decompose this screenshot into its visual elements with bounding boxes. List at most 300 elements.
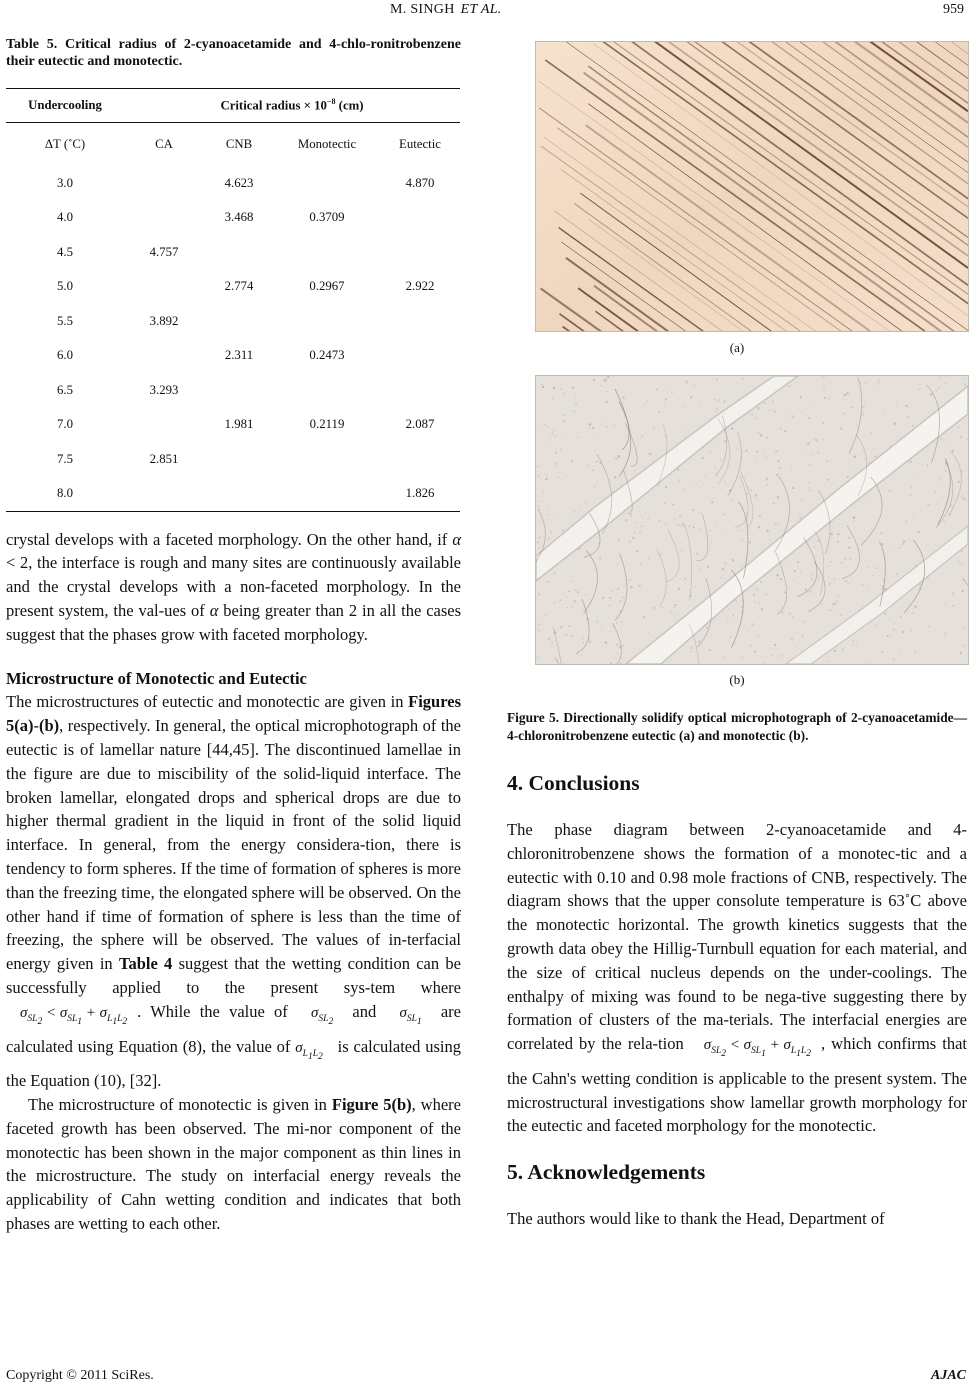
texture-dot	[764, 647, 765, 648]
texture-dot	[632, 476, 633, 477]
texture-dot	[877, 390, 878, 391]
section-heading-conclusions: 4. Conclusions	[507, 771, 640, 795]
head2-text: Critical radius × 10	[220, 98, 327, 113]
texture-dot	[870, 560, 871, 561]
texture-dot	[605, 641, 608, 644]
table-row	[6, 477, 460, 512]
texture-dot	[941, 573, 942, 574]
table-cell	[124, 339, 204, 374]
texture-dot	[636, 604, 637, 605]
texture-dot	[538, 505, 540, 507]
texture-dot	[685, 426, 687, 428]
texture-dot	[647, 631, 649, 633]
texture-dot	[568, 590, 570, 592]
texture-dot	[778, 524, 779, 525]
section-heading-microstructure: Microstructure of Monotectic and Eutectic	[6, 669, 307, 689]
texture-dot	[701, 457, 703, 459]
texture-dot	[538, 623, 541, 626]
texture-dot	[566, 607, 567, 608]
texture-dot	[571, 417, 572, 418]
texture-dot	[754, 595, 755, 596]
texture-dot	[625, 514, 626, 515]
texture-dot	[681, 524, 684, 527]
texture-dot	[808, 417, 810, 419]
texture-dot	[704, 591, 705, 592]
texture-dot	[961, 563, 963, 565]
texture-dot	[775, 415, 776, 416]
texture-dot	[571, 580, 573, 582]
texture-dot	[564, 392, 565, 393]
texture-dot	[650, 452, 651, 453]
texture-dot	[621, 621, 623, 623]
texture-dot	[790, 466, 792, 468]
texture-dot	[902, 631, 904, 633]
texture-dot	[848, 537, 850, 539]
texture-dot	[960, 436, 962, 438]
texture-dot	[749, 415, 750, 416]
table-cell	[380, 201, 460, 236]
table-row	[6, 304, 460, 339]
texture-dot	[912, 425, 914, 427]
texture-dot	[552, 397, 554, 399]
texture-dot	[877, 382, 879, 384]
texture-dot	[842, 648, 844, 650]
texture-dot	[944, 635, 945, 636]
texture-dot	[944, 603, 946, 605]
table-cell: 3.468	[224, 210, 254, 225]
texture-dot	[716, 411, 717, 412]
texture-dot	[881, 651, 883, 653]
texture-dot	[642, 593, 643, 594]
texture-dot	[678, 525, 680, 527]
texture-dot	[956, 470, 957, 471]
texture-dot	[772, 401, 774, 403]
texture-dot	[850, 537, 851, 538]
table-cell: 5.5	[57, 313, 73, 328]
texture-dot	[565, 475, 566, 476]
texture-dot	[629, 579, 631, 581]
texture-dot	[670, 385, 671, 386]
texture-dot	[921, 463, 923, 465]
texture-dot	[780, 428, 782, 430]
texture-dot	[910, 495, 912, 497]
texture-dot	[928, 545, 929, 546]
texture-dot	[876, 624, 878, 626]
texture-dot	[754, 417, 756, 419]
texture-dot	[571, 460, 573, 462]
table-cell: 1.981	[224, 417, 254, 432]
texture-dot	[687, 572, 688, 573]
table-cell	[380, 373, 460, 408]
texture-dot	[566, 422, 567, 423]
texture-dot	[894, 549, 895, 550]
texture-dot	[690, 396, 692, 398]
texture-dot	[917, 472, 918, 473]
texture-dot	[637, 446, 638, 447]
texture-dot	[625, 519, 628, 522]
table-cell	[204, 235, 274, 270]
alpha-symbol: α	[452, 529, 461, 549]
texture-dot	[953, 498, 955, 500]
texture-dot	[878, 517, 879, 518]
texture-dot	[568, 407, 569, 408]
texture-dot	[584, 470, 585, 471]
texture-dot	[760, 581, 762, 583]
texture-dot	[938, 654, 939, 655]
texture-dot	[712, 543, 713, 544]
table-cell: 2.922	[405, 279, 435, 294]
texture-dot	[621, 601, 622, 602]
texture-dot	[871, 451, 872, 452]
figure-label-b: (b)	[729, 672, 745, 687]
texture-dot	[776, 574, 779, 577]
texture-dot	[850, 464, 851, 465]
texture-dot	[571, 607, 572, 608]
texture-dot	[813, 406, 814, 407]
texture-dot	[633, 647, 634, 648]
texture-dot	[777, 496, 779, 498]
table-cell	[274, 442, 380, 477]
texture-dot	[817, 577, 819, 579]
table-cell: 1.826	[380, 477, 460, 512]
texture-dot	[678, 587, 680, 589]
texture-dot	[772, 621, 773, 622]
texture-dot	[840, 427, 842, 429]
texture-dot	[623, 597, 625, 599]
texture-dot	[808, 482, 809, 483]
texture-dot	[770, 608, 772, 610]
texture-dot	[596, 461, 598, 463]
texture-dot	[950, 619, 951, 620]
table-cell	[274, 373, 380, 408]
texture-dot	[928, 626, 930, 628]
texture-dot	[918, 389, 920, 391]
texture-dot	[699, 479, 701, 481]
texture-dot	[752, 623, 754, 625]
micrograph-monotectic	[535, 375, 969, 665]
texture-dot	[808, 442, 810, 444]
texture-dot	[831, 484, 832, 485]
texture-dot	[849, 558, 851, 560]
texture-dot	[809, 464, 812, 467]
texture-dot	[797, 566, 798, 567]
texture-dot	[920, 509, 921, 510]
texture-dot	[634, 469, 636, 471]
texture-dot	[727, 534, 728, 535]
texture-dot	[539, 466, 540, 467]
texture-dot	[935, 655, 937, 657]
texture-dot	[681, 549, 683, 551]
texture-dot	[870, 432, 871, 433]
texture-dot	[799, 396, 801, 398]
texture-dot	[605, 400, 608, 403]
paragraph-conclusions	[507, 818, 967, 1138]
texture-dot	[557, 376, 558, 377]
texture-dot	[938, 467, 940, 469]
texture-dot	[592, 469, 594, 471]
texture-dot	[792, 616, 794, 618]
table-row	[6, 373, 460, 408]
texture-dot	[864, 459, 865, 460]
texture-dot	[779, 468, 780, 469]
text: crystal develops with a faceted morphology. On the other hand, if	[6, 529, 453, 549]
texture-dot	[538, 548, 540, 550]
texture-dot	[635, 521, 638, 524]
texture-dot	[582, 637, 584, 639]
texture-dot	[560, 599, 562, 601]
texture-dot	[961, 550, 963, 552]
texture-dot	[641, 517, 643, 519]
texture-dot	[641, 436, 642, 437]
texture-dot	[898, 650, 900, 652]
texture-dot	[621, 583, 622, 584]
texture-dot	[960, 495, 962, 497]
texture-dot	[815, 555, 817, 557]
texture-dot	[711, 541, 712, 542]
texture-dot	[679, 431, 680, 432]
texture-dot	[537, 521, 538, 522]
texture-dot	[550, 587, 551, 588]
copyright: Copyright © 2011 SciRes.	[6, 1368, 154, 1383]
texture-dot	[609, 631, 610, 632]
texture-dot	[562, 414, 564, 416]
texture-dot	[923, 523, 925, 525]
texture-dot	[958, 377, 959, 378]
texture-dot	[546, 514, 548, 516]
texture-dot	[601, 385, 603, 387]
table-head-critical-radius	[124, 89, 460, 123]
texture-dot	[820, 536, 821, 537]
texture-dot	[732, 559, 734, 561]
texture-dot	[879, 390, 880, 391]
texture-dot	[682, 405, 684, 407]
texture-dot	[868, 585, 869, 586]
table-row	[6, 201, 460, 236]
texture-dot	[715, 531, 716, 532]
texture-dot	[936, 502, 938, 504]
texture-dot	[811, 574, 813, 576]
texture-dot	[865, 383, 867, 385]
texture-dot	[665, 398, 667, 400]
table-cell	[204, 477, 274, 512]
texture-dot	[862, 584, 864, 586]
texture-dot	[714, 398, 716, 400]
texture-dot	[757, 499, 759, 501]
texture-dot	[658, 411, 660, 413]
texture-dot	[853, 516, 854, 517]
texture-dot	[868, 442, 869, 443]
texture-dot	[903, 540, 905, 542]
texture-dot	[596, 621, 598, 623]
texture-dot	[754, 650, 756, 652]
texture-dot	[767, 484, 769, 486]
texture-dot	[931, 620, 932, 621]
texture-dot	[842, 570, 843, 571]
texture-dot	[878, 380, 880, 382]
texture-dot	[874, 628, 875, 629]
texture-dot	[883, 413, 884, 414]
texture-dot	[892, 439, 894, 441]
table-cell	[124, 408, 204, 443]
texture-dot	[877, 582, 878, 583]
texture-dot	[691, 651, 692, 652]
texture-dot	[557, 477, 558, 478]
texture-dot	[618, 539, 620, 541]
texture-dot	[553, 602, 556, 605]
texture-dot	[899, 547, 901, 549]
texture-dot	[739, 529, 741, 531]
table-header-row	[6, 89, 460, 123]
texture-dot	[698, 528, 700, 530]
texture-dot	[699, 567, 701, 569]
texture-dot	[776, 474, 778, 476]
texture-dot	[868, 587, 870, 589]
texture-dot	[769, 409, 771, 411]
texture-dot	[780, 655, 782, 657]
texture-dot	[896, 612, 897, 613]
texture-dot	[580, 506, 582, 508]
texture-dot	[862, 413, 864, 415]
texture-dot	[827, 479, 829, 481]
texture-dot	[896, 402, 897, 403]
texture-dot	[775, 442, 776, 443]
texture-dot	[645, 512, 646, 513]
texture-dot	[869, 662, 870, 663]
texture-dot	[744, 378, 745, 379]
texture-dot	[932, 384, 933, 385]
text: . While the value of	[137, 1001, 297, 1021]
table-cell	[124, 270, 204, 305]
texture-dot	[804, 449, 806, 451]
texture-dot	[875, 455, 877, 457]
texture-dot	[809, 591, 811, 593]
texture-dot	[847, 582, 849, 584]
texture-dot	[961, 590, 963, 592]
texture-dot	[545, 615, 546, 616]
texture-dot	[903, 385, 904, 386]
texture-dot	[746, 513, 747, 514]
texture-dot	[662, 627, 663, 628]
texture-dot	[944, 521, 946, 523]
table-row	[6, 408, 460, 443]
texture-dot	[774, 523, 776, 525]
texture-dot	[549, 631, 550, 632]
texture-dot	[828, 565, 829, 566]
texture-dot	[671, 392, 673, 394]
table-body	[6, 166, 460, 511]
texture-dot	[751, 558, 752, 559]
micrograph-b-image	[536, 376, 968, 664]
texture-dot	[780, 578, 782, 580]
col-head: Eutectic	[399, 137, 441, 151]
table-cell	[204, 442, 274, 477]
texture-dot	[769, 539, 770, 540]
texture-dot	[615, 602, 616, 603]
texture-dot	[905, 520, 907, 522]
sigma-l1l2: $\sigma_{L_1L_2}$	[295, 1039, 323, 1062]
texture-dot	[909, 461, 912, 464]
texture-dot	[723, 656, 726, 659]
texture-dot	[613, 424, 615, 426]
texture-dot	[967, 439, 968, 441]
texture-dot	[745, 449, 747, 451]
texture-dot	[552, 430, 554, 432]
table-row	[6, 270, 460, 305]
texture-dot	[659, 520, 661, 522]
texture-dot	[952, 479, 953, 480]
texture-dot	[756, 450, 758, 452]
texture-dot	[713, 487, 714, 488]
texture-dot	[689, 526, 691, 528]
texture-dot	[840, 530, 841, 531]
texture-dot	[954, 622, 955, 623]
texture-dot	[718, 399, 720, 401]
texture-dot	[707, 453, 709, 455]
text: , which confirms that the Cahn's wetting condition is applicable to the present system. The microstructural investigations show lamellar growth morphology for the eutectic and faceted morphology for the monotectic.	[507, 1034, 968, 1136]
table-subheader-row	[6, 123, 460, 167]
texture-dot	[797, 631, 798, 632]
texture-dot	[927, 464, 929, 466]
texture-dot	[571, 635, 573, 637]
texture-dot	[849, 468, 850, 469]
texture-dot	[662, 411, 663, 412]
text: < 2, the interface is rough and many sites are continuously available and the crystal develops with a non-faceted morphology. In the present system, the val-ues of	[6, 553, 461, 620]
texture-dot	[548, 494, 549, 495]
texture-dot	[818, 378, 819, 379]
texture-dot	[699, 401, 701, 403]
text: is calculated using the Equation (10), [32].	[6, 1036, 461, 1091]
text: The phase diagram between 2-cyanoacetamide and 4-chloronitrobenzene shows the formation of a monotec-tic and a eutectic with 0.10 and 0.98 mole fractions of CNB, respectively. The diagram shows that the upper consolute temperature is 63˚C above the monotectic horizontal. The growth kinetics suggests that the growth data obey the Hillig-Turnbull equation for each material, and the size of critical nucleus depends on the under-coolings. The enthalpy of mixing was found to be nega-tive suggesting there by formation of clusters of the ma-terials. The interfacial energies are correlated by the rela-tion	[507, 820, 967, 1054]
texture-dot	[907, 655, 908, 656]
texture-dot	[647, 518, 649, 520]
texture-dot	[564, 592, 565, 593]
texture-dot	[755, 601, 756, 602]
texture-dot	[773, 410, 774, 411]
texture-dot	[822, 422, 824, 424]
texture-dot	[867, 566, 869, 568]
texture-dot	[916, 550, 917, 551]
texture-dot	[743, 530, 744, 531]
texture-dot	[568, 625, 570, 627]
head2-exp: −8	[326, 97, 336, 107]
texture-dot	[892, 659, 893, 660]
texture-dot	[958, 426, 960, 428]
texture-dot	[717, 505, 719, 507]
texture-dot	[560, 388, 562, 390]
texture-dot	[820, 627, 821, 628]
texture-dot	[734, 442, 735, 443]
texture-dot	[694, 384, 695, 385]
texture-dot	[936, 389, 938, 391]
texture-dot	[755, 494, 757, 496]
texture-dot	[846, 476, 848, 478]
texture-dot	[593, 379, 595, 381]
texture-dot	[952, 450, 954, 452]
texture-dot	[545, 478, 548, 481]
texture-dot	[792, 416, 794, 418]
table-row	[6, 339, 460, 374]
texture-dot	[613, 376, 614, 377]
text: are calculated using Equation (8), the value of	[6, 1001, 461, 1056]
texture-dot	[837, 595, 839, 597]
texture-dot	[741, 657, 743, 659]
texture-dot	[784, 430, 786, 432]
texture-dot	[542, 386, 544, 388]
texture-dot	[803, 417, 804, 418]
texture-dot	[957, 659, 958, 660]
texture-dot	[856, 645, 857, 646]
texture-dot	[934, 491, 936, 493]
